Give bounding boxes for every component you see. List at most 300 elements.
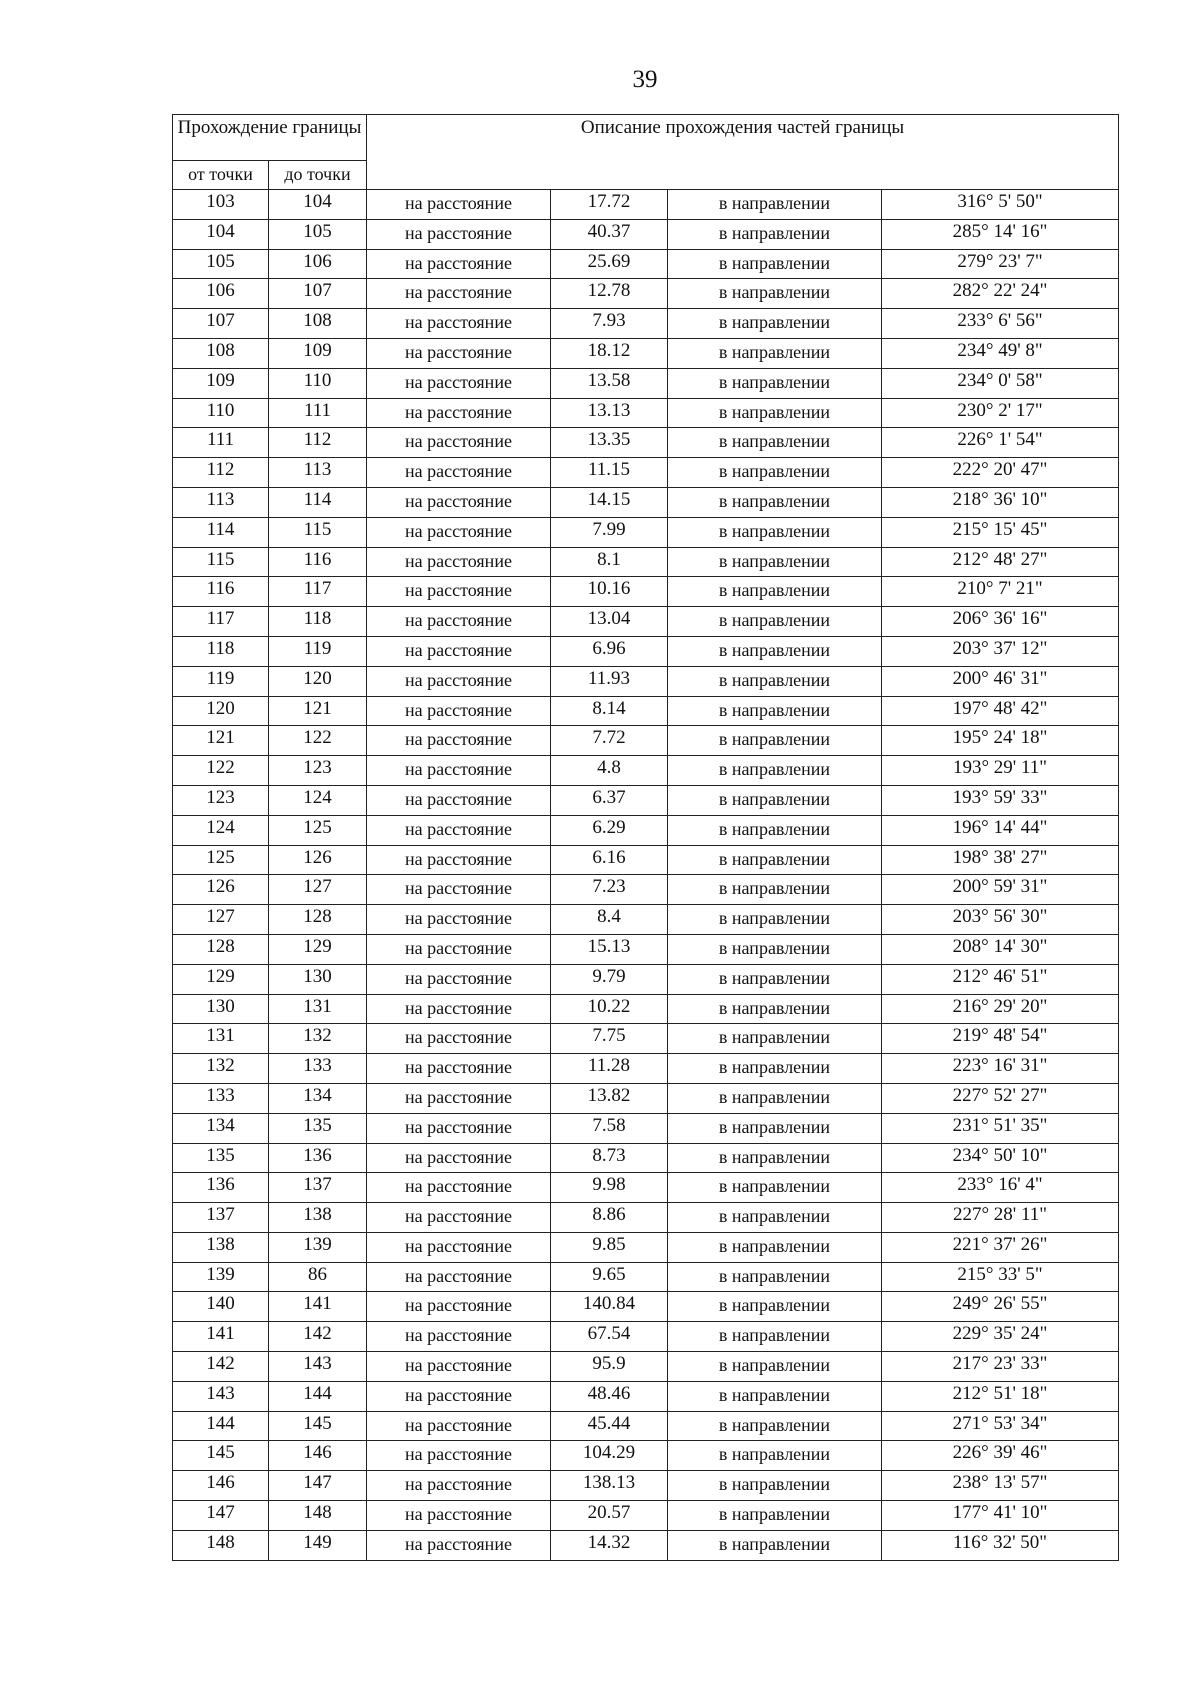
table-row — [173, 1054, 1119, 1084]
cell-distance-label: на расстояние — [367, 1381, 551, 1411]
cell-from: 127 — [173, 905, 269, 935]
cell-from: 129 — [173, 964, 269, 994]
cell-distance-label: на расстояние — [367, 636, 551, 666]
page-number: 39 — [632, 66, 658, 93]
cell-distance: 7.72 — [551, 726, 668, 756]
table-row — [173, 696, 1119, 726]
table-row — [173, 368, 1119, 398]
cell-distance: 138.13 — [551, 1471, 668, 1501]
cell-from: 120 — [173, 696, 269, 726]
table-row — [173, 309, 1119, 339]
table-row — [173, 338, 1119, 368]
table-row — [173, 1083, 1119, 1113]
cell-to: 106 — [269, 249, 367, 279]
cell-from: 122 — [173, 756, 269, 786]
table-row — [173, 726, 1119, 756]
cell-direction: 212° 48' 27" — [882, 547, 1119, 577]
table-row — [173, 249, 1119, 279]
cell-direction: 282° 22' 24" — [882, 279, 1119, 309]
table-row — [173, 1381, 1119, 1411]
cell-direction: 212° 51' 18" — [882, 1381, 1119, 1411]
cell-direction-label: в направлении — [668, 964, 882, 994]
cell-direction: 285° 14' 16" — [882, 219, 1119, 249]
cell-direction-label: в направлении — [668, 249, 882, 279]
cell-direction-label: в направлении — [668, 1501, 882, 1531]
cell-from: 134 — [173, 1113, 269, 1143]
cell-distance: 104.29 — [551, 1441, 668, 1471]
cell-direction-label: в направлении — [668, 994, 882, 1024]
table-row — [173, 1203, 1119, 1233]
cell-to: 112 — [269, 428, 367, 458]
cell-direction: 177° 41' 10" — [882, 1501, 1119, 1531]
cell-direction-label: в направлении — [668, 1262, 882, 1292]
cell-from: 106 — [173, 279, 269, 309]
cell-direction-label: в направлении — [668, 309, 882, 339]
table-row — [173, 1232, 1119, 1262]
cell-distance-label: на расстояние — [367, 1292, 551, 1322]
cell-distance: 40.37 — [551, 219, 668, 249]
cell-to: 109 — [269, 338, 367, 368]
cell-to: 149 — [269, 1530, 367, 1560]
cell-distance-label: на расстояние — [367, 815, 551, 845]
cell-to: 126 — [269, 845, 367, 875]
cell-to: 111 — [269, 398, 367, 428]
cell-from: 108 — [173, 338, 269, 368]
cell-to: 131 — [269, 994, 367, 1024]
table-row — [173, 458, 1119, 488]
table-row — [173, 577, 1119, 607]
cell-direction-label: в направлении — [668, 1113, 882, 1143]
cell-distance-label: на расстояние — [367, 756, 551, 786]
table-row — [173, 1173, 1119, 1203]
cell-direction-label: в направлении — [668, 458, 882, 488]
cell-to: 105 — [269, 219, 367, 249]
cell-to: 110 — [269, 368, 367, 398]
cell-to: 117 — [269, 577, 367, 607]
cell-direction-label: в направлении — [668, 756, 882, 786]
cell-from: 132 — [173, 1054, 269, 1084]
cell-direction-label: в направлении — [668, 1083, 882, 1113]
table-row — [173, 607, 1119, 637]
cell-direction-label: в направлении — [668, 636, 882, 666]
table-row — [173, 1471, 1119, 1501]
table-row — [173, 666, 1119, 696]
cell-distance: 12.78 — [551, 279, 668, 309]
cell-distance-label: на расстояние — [367, 1411, 551, 1441]
cell-distance-label: на расстояние — [367, 249, 551, 279]
cell-distance: 6.96 — [551, 636, 668, 666]
cell-direction-label: в направлении — [668, 547, 882, 577]
cell-direction: 233° 16' 4" — [882, 1173, 1119, 1203]
cell-distance-label: на расстояние — [367, 785, 551, 815]
table-row — [173, 756, 1119, 786]
cell-distance-label: на расстояние — [367, 994, 551, 1024]
cell-distance: 15.13 — [551, 934, 668, 964]
cell-distance: 9.65 — [551, 1262, 668, 1292]
header-from: от точки — [173, 161, 269, 190]
cell-direction: 203° 37' 12" — [882, 636, 1119, 666]
cell-distance: 6.16 — [551, 845, 668, 875]
table-row — [173, 845, 1119, 875]
cell-from: 105 — [173, 249, 269, 279]
cell-distance: 10.22 — [551, 994, 668, 1024]
table-row — [173, 1322, 1119, 1352]
cell-distance: 13.04 — [551, 607, 668, 637]
cell-distance-label: на расстояние — [367, 1083, 551, 1113]
header-description: Описание прохождения частей границы — [367, 115, 1119, 190]
header-passage: Прохождение границы — [173, 115, 367, 161]
cell-distance: 67.54 — [551, 1322, 668, 1352]
cell-to: 113 — [269, 458, 367, 488]
cell-direction: 215° 15' 45" — [882, 517, 1119, 547]
cell-distance: 14.32 — [551, 1530, 668, 1560]
cell-direction-label: в направлении — [668, 517, 882, 547]
table-row — [173, 934, 1119, 964]
cell-distance-label: на расстояние — [367, 1143, 551, 1173]
cell-to: 135 — [269, 1113, 367, 1143]
table-row — [173, 428, 1119, 458]
cell-to: 144 — [269, 1381, 367, 1411]
cell-distance: 7.93 — [551, 309, 668, 339]
cell-distance-label: на расстояние — [367, 1232, 551, 1262]
cell-direction-label: в направлении — [668, 398, 882, 428]
cell-distance-label: на расстояние — [367, 219, 551, 249]
cell-to: 128 — [269, 905, 367, 935]
cell-direction-label: в направлении — [668, 696, 882, 726]
cell-direction-label: в направлении — [668, 428, 882, 458]
table-body — [173, 190, 1119, 1561]
cell-to: 130 — [269, 964, 367, 994]
cell-from: 114 — [173, 517, 269, 547]
cell-direction: 234° 50' 10" — [882, 1143, 1119, 1173]
cell-distance: 6.37 — [551, 785, 668, 815]
cell-direction: 234° 0' 58" — [882, 368, 1119, 398]
cell-distance-label: на расстояние — [367, 1113, 551, 1143]
cell-to: 124 — [269, 785, 367, 815]
cell-to: 104 — [269, 190, 367, 220]
cell-to: 142 — [269, 1322, 367, 1352]
cell-direction: 193° 29' 11" — [882, 756, 1119, 786]
cell-distance-label: на расстояние — [367, 1203, 551, 1233]
cell-distance-label: на расстояние — [367, 1501, 551, 1531]
cell-direction-label: в направлении — [668, 487, 882, 517]
cell-to: 107 — [269, 279, 367, 309]
cell-from: 107 — [173, 309, 269, 339]
cell-distance: 9.98 — [551, 1173, 668, 1203]
cell-from: 111 — [173, 428, 269, 458]
cell-direction: 208° 14' 30" — [882, 934, 1119, 964]
cell-direction: 231° 51' 35" — [882, 1113, 1119, 1143]
cell-distance-label: на расстояние — [367, 547, 551, 577]
cell-direction-label: в направлении — [668, 338, 882, 368]
cell-from: 138 — [173, 1232, 269, 1262]
cell-direction: 206° 36' 16" — [882, 607, 1119, 637]
cell-from: 126 — [173, 875, 269, 905]
cell-to: 145 — [269, 1411, 367, 1441]
table-row — [173, 398, 1119, 428]
cell-distance: 10.16 — [551, 577, 668, 607]
cell-distance: 11.15 — [551, 458, 668, 488]
cell-distance: 9.79 — [551, 964, 668, 994]
cell-direction-label: в направлении — [668, 1381, 882, 1411]
cell-direction: 200° 46' 31" — [882, 666, 1119, 696]
cell-distance: 18.12 — [551, 338, 668, 368]
table-row — [173, 487, 1119, 517]
cell-direction: 218° 36' 10" — [882, 487, 1119, 517]
cell-from: 140 — [173, 1292, 269, 1322]
cell-distance: 11.28 — [551, 1054, 668, 1084]
table-row — [173, 1024, 1119, 1054]
cell-from: 124 — [173, 815, 269, 845]
cell-to: 137 — [269, 1173, 367, 1203]
table-row — [173, 875, 1119, 905]
cell-direction-label: в направлении — [668, 1173, 882, 1203]
cell-distance: 8.4 — [551, 905, 668, 935]
cell-distance-label: на расстояние — [367, 338, 551, 368]
cell-direction-label: в направлении — [668, 368, 882, 398]
cell-from: 148 — [173, 1530, 269, 1560]
cell-direction: 227° 52' 27" — [882, 1083, 1119, 1113]
cell-distance-label: на расстояние — [367, 1054, 551, 1084]
cell-from: 142 — [173, 1352, 269, 1382]
cell-distance: 13.35 — [551, 428, 668, 458]
cell-distance-label: на расстояние — [367, 279, 551, 309]
table-row — [173, 1441, 1119, 1471]
cell-direction-label: в направлении — [668, 1441, 882, 1471]
cell-to: 121 — [269, 696, 367, 726]
cell-from: 147 — [173, 1501, 269, 1531]
cell-from: 119 — [173, 666, 269, 696]
cell-from: 121 — [173, 726, 269, 756]
cell-direction-label: в направлении — [668, 279, 882, 309]
cell-distance: 140.84 — [551, 1292, 668, 1322]
cell-distance: 95.9 — [551, 1352, 668, 1382]
table-row — [173, 1352, 1119, 1382]
cell-to: 119 — [269, 636, 367, 666]
cell-direction-label: в направлении — [668, 1143, 882, 1173]
cell-direction: 279° 23' 7" — [882, 249, 1119, 279]
cell-direction-label: в направлении — [668, 875, 882, 905]
cell-distance: 4.8 — [551, 756, 668, 786]
cell-to: 143 — [269, 1352, 367, 1382]
header-to: до точки — [269, 161, 367, 190]
cell-distance: 13.58 — [551, 368, 668, 398]
cell-direction-label: в направлении — [668, 1232, 882, 1262]
cell-distance-label: на расстояние — [367, 1352, 551, 1382]
cell-from: 145 — [173, 1441, 269, 1471]
table-row — [173, 219, 1119, 249]
cell-from: 135 — [173, 1143, 269, 1173]
cell-to: 146 — [269, 1441, 367, 1471]
cell-distance-label: на расстояние — [367, 458, 551, 488]
cell-distance: 8.73 — [551, 1143, 668, 1173]
table-row — [173, 815, 1119, 845]
cell-direction: 316° 5' 50" — [882, 190, 1119, 220]
cell-to: 127 — [269, 875, 367, 905]
cell-direction-label: в направлении — [668, 1292, 882, 1322]
cell-distance-label: на расстояние — [367, 905, 551, 935]
cell-direction: 197° 48' 42" — [882, 696, 1119, 726]
cell-distance: 7.75 — [551, 1024, 668, 1054]
cell-distance-label: на расстояние — [367, 368, 551, 398]
cell-direction-label: в направлении — [668, 1024, 882, 1054]
table-row — [173, 785, 1119, 815]
cell-distance: 13.13 — [551, 398, 668, 428]
cell-direction: 223° 16' 31" — [882, 1054, 1119, 1084]
table-row — [173, 1501, 1119, 1531]
cell-direction-label: в направлении — [668, 1054, 882, 1084]
cell-distance: 48.46 — [551, 1381, 668, 1411]
cell-direction: 271° 53' 34" — [882, 1411, 1119, 1441]
cell-from: 110 — [173, 398, 269, 428]
table-row — [173, 964, 1119, 994]
cell-direction-label: в направлении — [668, 577, 882, 607]
cell-direction: 230° 2' 17" — [882, 398, 1119, 428]
cell-distance: 13.82 — [551, 1083, 668, 1113]
table-row — [173, 1143, 1119, 1173]
cell-distance: 25.69 — [551, 249, 668, 279]
table-row — [173, 190, 1119, 220]
cell-direction: 229° 35' 24" — [882, 1322, 1119, 1352]
table-row — [173, 1113, 1119, 1143]
cell-from: 103 — [173, 190, 269, 220]
cell-to: 147 — [269, 1471, 367, 1501]
cell-from: 131 — [173, 1024, 269, 1054]
table-row — [173, 1262, 1119, 1292]
cell-from: 141 — [173, 1322, 269, 1352]
cell-direction-label: в направлении — [668, 1411, 882, 1441]
cell-from: 113 — [173, 487, 269, 517]
cell-to: 115 — [269, 517, 367, 547]
cell-direction-label: в направлении — [668, 1203, 882, 1233]
cell-direction: 212° 46' 51" — [882, 964, 1119, 994]
cell-from: 125 — [173, 845, 269, 875]
cell-direction: 203° 56' 30" — [882, 905, 1119, 935]
cell-distance: 8.14 — [551, 696, 668, 726]
cell-direction-label: в направлении — [668, 785, 882, 815]
cell-direction-label: в направлении — [668, 1352, 882, 1382]
cell-distance: 7.58 — [551, 1113, 668, 1143]
cell-to: 139 — [269, 1232, 367, 1262]
cell-to: 120 — [269, 666, 367, 696]
table-row — [173, 279, 1119, 309]
cell-from: 117 — [173, 607, 269, 637]
table-row — [173, 547, 1119, 577]
cell-distance-label: на расстояние — [367, 517, 551, 547]
cell-distance: 8.86 — [551, 1203, 668, 1233]
cell-direction: 215° 33' 5" — [882, 1262, 1119, 1292]
cell-from: 112 — [173, 458, 269, 488]
cell-distance-label: на расстояние — [367, 190, 551, 220]
cell-direction: 227° 28' 11" — [882, 1203, 1119, 1233]
cell-to: 148 — [269, 1501, 367, 1531]
cell-distance-label: на расстояние — [367, 428, 551, 458]
cell-to: 118 — [269, 607, 367, 637]
cell-from: 116 — [173, 577, 269, 607]
cell-to: 123 — [269, 756, 367, 786]
cell-direction-label: в направлении — [668, 666, 882, 696]
cell-distance-label: на расстояние — [367, 577, 551, 607]
cell-direction-label: в направлении — [668, 1530, 882, 1560]
table-row — [173, 905, 1119, 935]
cell-distance-label: на расстояние — [367, 1322, 551, 1352]
cell-distance-label: на расстояние — [367, 1173, 551, 1203]
cell-to: 141 — [269, 1292, 367, 1322]
cell-from: 133 — [173, 1083, 269, 1113]
cell-direction-label: в направлении — [668, 190, 882, 220]
cell-from: 109 — [173, 368, 269, 398]
cell-distance-label: на расстояние — [367, 1024, 551, 1054]
cell-distance-label: на расстояние — [367, 1441, 551, 1471]
cell-from: 104 — [173, 219, 269, 249]
cell-to: 136 — [269, 1143, 367, 1173]
cell-distance-label: на расстояние — [367, 1262, 551, 1292]
cell-distance: 8.1 — [551, 547, 668, 577]
cell-distance: 20.57 — [551, 1501, 668, 1531]
cell-to: 132 — [269, 1024, 367, 1054]
cell-from: 137 — [173, 1203, 269, 1233]
cell-distance-label: на расстояние — [367, 398, 551, 428]
cell-direction: 116° 32' 50" — [882, 1530, 1119, 1560]
cell-distance-label: на расстояние — [367, 726, 551, 756]
cell-distance-label: на расстояние — [367, 1471, 551, 1501]
cell-to: 129 — [269, 934, 367, 964]
cell-direction-label: в направлении — [668, 1322, 882, 1352]
cell-from: 146 — [173, 1471, 269, 1501]
cell-direction: 226° 1' 54" — [882, 428, 1119, 458]
table-row — [173, 517, 1119, 547]
cell-from: 118 — [173, 636, 269, 666]
cell-direction: 238° 13' 57" — [882, 1471, 1119, 1501]
cell-distance: 9.85 — [551, 1232, 668, 1262]
cell-direction: 200° 59' 31" — [882, 875, 1119, 905]
cell-to: 114 — [269, 487, 367, 517]
cell-to: 108 — [269, 309, 367, 339]
boundary-table — [172, 114, 1119, 1561]
cell-direction: 233° 6' 56" — [882, 309, 1119, 339]
cell-direction: 221° 37' 26" — [882, 1232, 1119, 1262]
cell-distance-label: на расстояние — [367, 1530, 551, 1560]
cell-direction: 198° 38' 27" — [882, 845, 1119, 875]
table-row — [173, 994, 1119, 1024]
cell-direction-label: в направлении — [668, 1471, 882, 1501]
cell-from: 136 — [173, 1173, 269, 1203]
cell-distance: 11.93 — [551, 666, 668, 696]
cell-from: 130 — [173, 994, 269, 1024]
cell-direction: 226° 39' 46" — [882, 1441, 1119, 1471]
cell-direction: 216° 29' 20" — [882, 994, 1119, 1024]
table-row — [173, 1411, 1119, 1441]
cell-distance-label: на расстояние — [367, 964, 551, 994]
cell-from: 143 — [173, 1381, 269, 1411]
cell-distance-label: на расстояние — [367, 875, 551, 905]
cell-distance-label: на расстояние — [367, 934, 551, 964]
cell-direction-label: в направлении — [668, 934, 882, 964]
cell-direction-label: в направлении — [668, 219, 882, 249]
cell-distance: 45.44 — [551, 1411, 668, 1441]
cell-to: 138 — [269, 1203, 367, 1233]
cell-to: 122 — [269, 726, 367, 756]
cell-to: 133 — [269, 1054, 367, 1084]
cell-to: 134 — [269, 1083, 367, 1113]
cell-from: 139 — [173, 1262, 269, 1292]
cell-distance-label: на расстояние — [367, 309, 551, 339]
cell-direction: 195° 24' 18" — [882, 726, 1119, 756]
cell-direction: 234° 49' 8" — [882, 338, 1119, 368]
cell-distance-label: на расстояние — [367, 666, 551, 696]
cell-direction: 210° 7' 21" — [882, 577, 1119, 607]
cell-direction: 219° 48' 54" — [882, 1024, 1119, 1054]
